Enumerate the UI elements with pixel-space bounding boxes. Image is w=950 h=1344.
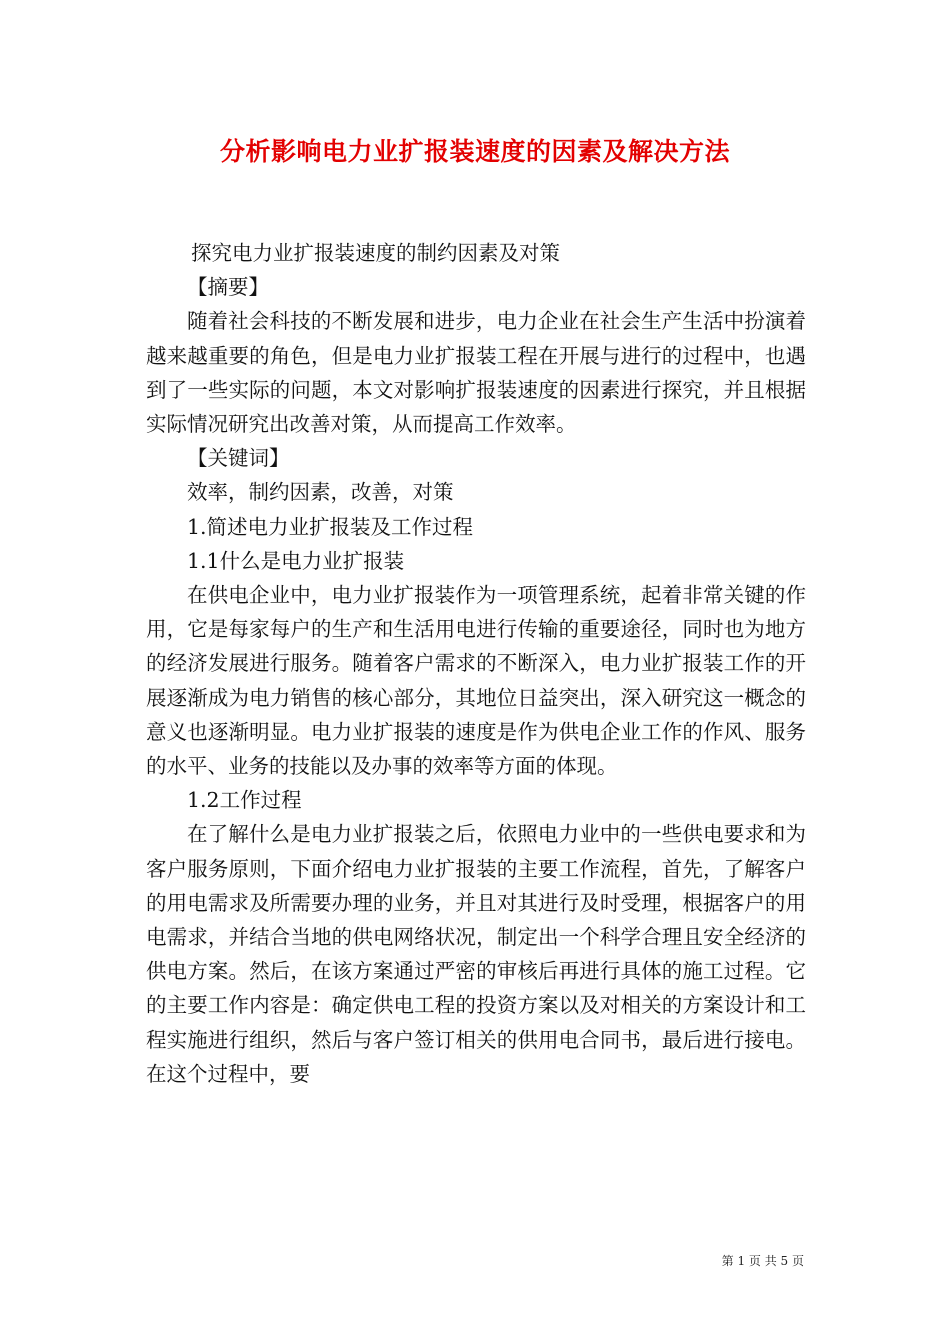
- paragraph-subtitle: 探究电力业扩报装速度的制约因素及对策: [191, 241, 560, 265]
- paragraph-abstract: 随着社会科技的不断发展和进步，电力企业在社会生产生活中扮演着越来越重要的角色，但是电力业扩报装工程在开展与进行的过程中，也遇到了一些实际的问题，本文对影响扩报装速度的因素进行探究，并且根据实际情况研究出改善对策，从而提高工作效率。: [146, 309, 806, 437]
- paragraph-abstract-heading: 【摘要】: [187, 275, 269, 300]
- paragraph-section-1-1: 1.1什么是电力业扩报装: [187, 548, 405, 573]
- paragraph-body-1: 在供电企业中，电力业扩报装作为一项管理系统，起着非常关键的作用，它是每家每户的生产和生活用电进行传输的重要途径，同时也为地方的经济发展进行服务。随着客户需求的不断深入，电力业扩报装工作的开展逐渐成为电力销售的核心部分，其地位日益突出，深入研究这一概念的意义也逐渐明显。电力业扩报装的速度是作为供电企业工作的作风、服务的水平、业务的技能以及办事的效率等方面的体现。: [146, 583, 806, 779]
- paragraph-keywords: 效率，制约因素，改善，对策: [187, 480, 454, 505]
- document-title: 分析影响电力业扩报装速度的因素及解决方法: [219, 137, 730, 166]
- paragraph-keywords-heading: 【关键词】: [187, 446, 290, 471]
- page-footer: 第 1 页 共 5 页: [721, 1254, 804, 1268]
- paragraph-body-2: 在了解什么是电力业扩报装之后，依照电力业中的一些供电要求和为客户服务原则，下面介绍电力业扩报装的主要工作流程，首先，了解客户的用电需求及所需要办理的业务，并且对其进行及时受理，根据客户的用电需求，并结合当地的供电网络状况，制定出一个科学合理且安全经济的供电方案。然后，在该方案通过严密的审核后再进行具体的施工过程。它的主要工作内容是：确定供电工程的投资方案以及对相关的方案设计和工程实施进行组织，然后与客户签订相关的供用电合同书，最后进行接电。在这个过程中，要: [146, 822, 806, 1086]
- paragraph-section-1: 1.简述电力业扩报装及工作过程: [187, 514, 474, 539]
- document-body: [146, 236, 806, 1091]
- paragraph-section-1-2: 1.2工作过程: [187, 788, 302, 813]
